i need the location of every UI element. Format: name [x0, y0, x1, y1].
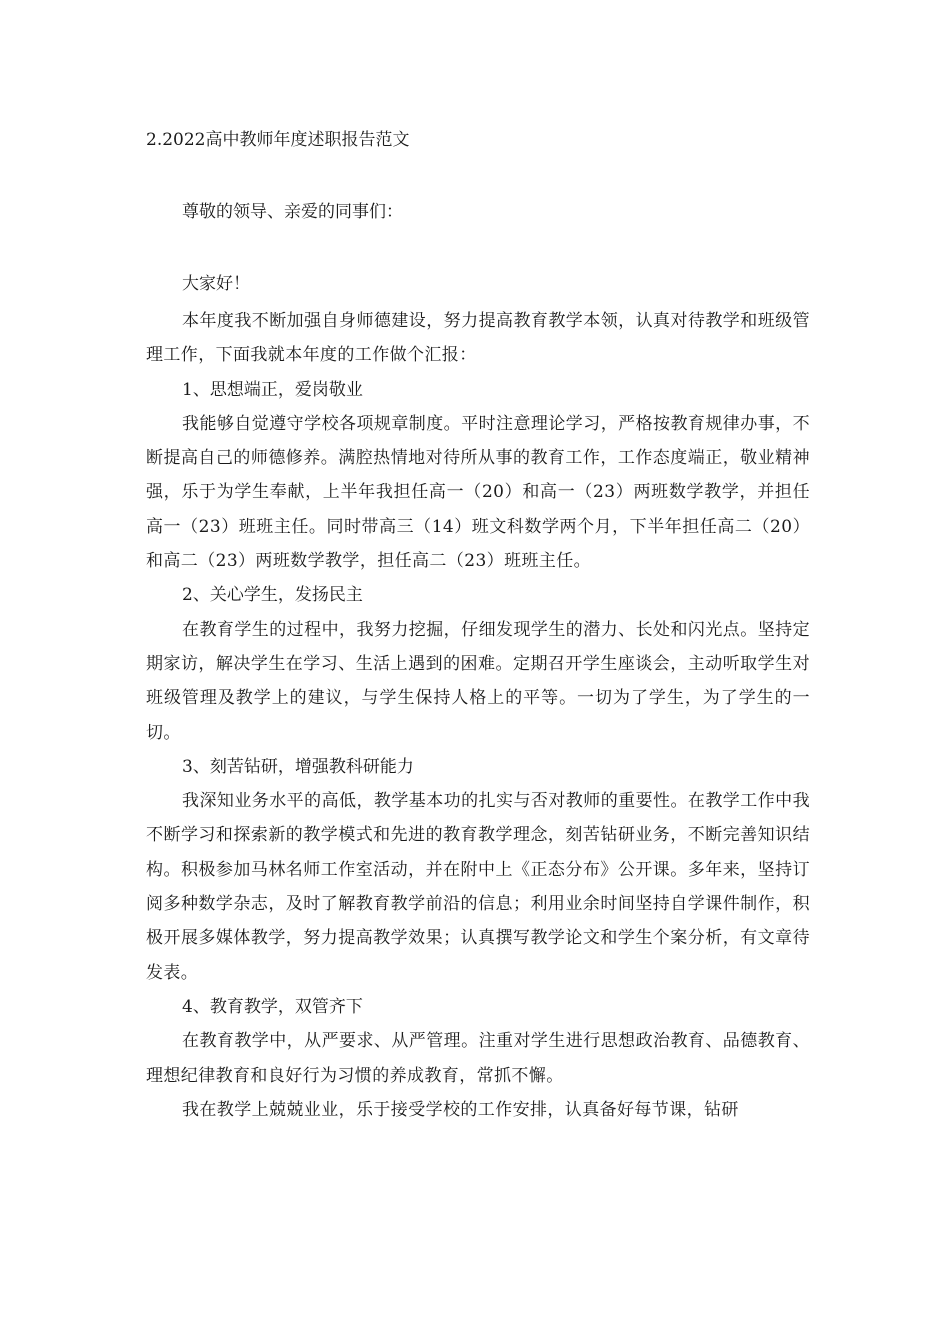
section-heading-3: 3、刻苦钻研，增强教科研能力: [182, 756, 414, 777]
report-body: [146, 304, 810, 1127]
section-2-paragraph: 在教育学生的过程中，我努力挖掘，仔细发现学生的潜力、长处和闪光点。坚持定期家访，解决学生在学习、生活上遇到的困难。定期召开学生座谈会，主动听取学生对班级管理及教学上的建议，与学生保持人格上的平等。一切为了学生，为了学生的一切。: [146, 619, 810, 743]
section-4-paragraph-1: 在教育教学中，从严要求、从严管理。注重对学生进行思想政治教育、品德教育、理想纪律教育和良好行为习惯的养成教育，常抓不懈。: [146, 1031, 810, 1086]
section-3-paragraph: 我深知业务水平的高低，教学基本功的扎实与否对教师的重要性。在教学工作中我不断学习和探索新的教学模式和先进的教育教学理念，刻苦钻研业务，不断完善知识结构。积极参加马林名师工作室活动，并在附中上《正态分布》公开课。多年来，坚持订阅多种数学杂志，及时了解教育教学前沿的信息；利用业余时间坚持自学课件制作，积极开展多媒体教学，努力提高教学效果；认真撰写教学论文和学生个案分析，有文章待发表。: [146, 791, 810, 983]
section-heading-4: 4、教育教学，双管齐下: [182, 996, 363, 1017]
section-4-paragraph-2: 我在教学上兢兢业业，乐于接受学校的工作安排，认真备好每节课，钻研: [182, 1099, 739, 1120]
greeting-line: 尊敬的领导、亲爱的同事们：: [182, 202, 403, 222]
document-title: 2.2022高中教师年度述职报告范文: [146, 130, 410, 150]
section-heading-2: 2、关心学生，发扬民主: [182, 585, 363, 606]
intro-paragraph: 本年度我不断加强自身师德建设，努力提高教育教学本领，认真对待教学和班级管理工作，下面我就本年度的工作做个汇报：: [146, 311, 810, 366]
hello-line: 大家好！: [182, 274, 250, 294]
section-1-paragraph: 我能够自觉遵守学校各项规章制度。平时注意理论学习，严格按教育规律办事，不断提高自己的师德修养。满腔热情地对待所从事的教育工作，工作态度端正，敬业精神强，乐于为学生奉献，上半年我担任高一（20）和高一（23）两班数学教学，并担任高一（23）班班主任。同时带高三（14）班文科数学两个月，下半年担任高二（20）和高二（23）两班数学教学，担任高二（23）班班主任。: [146, 413, 810, 572]
section-heading-1: 1、思想端正，爱岗敬业: [182, 379, 363, 400]
